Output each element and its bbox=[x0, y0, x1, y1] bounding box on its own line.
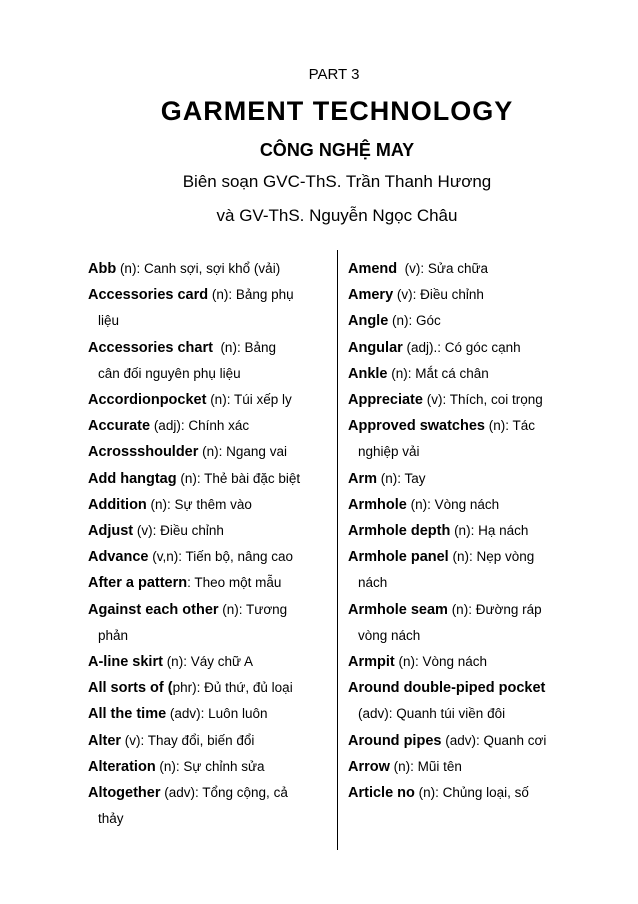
glossary-term: Advance bbox=[88, 549, 149, 566]
author-line-2: và GV-ThS. Nguyễn Ngọc Châu bbox=[216, 206, 458, 225]
glossary-definition: (n): Vòng nách bbox=[406, 496, 500, 512]
glossary-term: Article no bbox=[348, 785, 415, 802]
glossary-definition: (n): Túi xếp ly bbox=[206, 392, 292, 408]
glossary-entry bbox=[348, 754, 598, 780]
glossary-entry bbox=[88, 282, 333, 334]
glossary-entry bbox=[348, 282, 598, 308]
glossary-entry-line bbox=[348, 335, 598, 361]
glossary-term: Arm bbox=[348, 470, 378, 487]
glossary-definition-continued: nách bbox=[358, 575, 388, 591]
glossary-term: Approved swatches bbox=[348, 418, 485, 435]
glossary-term: After a pattern bbox=[88, 575, 188, 592]
glossary-term: Around double-piped pocket bbox=[348, 680, 546, 697]
glossary-entry bbox=[88, 675, 333, 701]
glossary-entry-line bbox=[348, 413, 598, 439]
glossary-entry bbox=[348, 649, 598, 675]
glossary-entry bbox=[348, 675, 598, 727]
glossary-entry bbox=[88, 754, 333, 780]
glossary-entry-line bbox=[88, 780, 333, 806]
glossary-entry bbox=[88, 597, 333, 649]
glossary-entry-line bbox=[348, 308, 598, 334]
glossary-entry bbox=[348, 518, 598, 544]
glossary-entry bbox=[88, 439, 333, 465]
glossary-entry-line bbox=[348, 649, 598, 675]
glossary-definition: (v): Điều chỉnh bbox=[133, 523, 224, 539]
glossary-term: Add hangtag bbox=[88, 470, 177, 487]
glossary-entry-line bbox=[88, 728, 333, 754]
glossary-definition: (n): Sự chỉnh sửa bbox=[155, 758, 265, 774]
glossary-term: Armhole depth bbox=[348, 523, 451, 540]
author-line-1: Biên soạn GVC-ThS. Trần Thanh Hương bbox=[182, 172, 492, 191]
glossary-entry bbox=[88, 335, 333, 387]
glossary-definition-continued: liệu bbox=[98, 313, 120, 329]
glossary-definition: (n): Sự thêm vào bbox=[146, 496, 252, 512]
glossary-definition: (n): Tay bbox=[377, 470, 426, 486]
glossary-term: Ankle bbox=[348, 365, 388, 382]
glossary-entry-line bbox=[348, 361, 598, 387]
glossary-entry bbox=[88, 649, 333, 675]
glossary-entry-line bbox=[88, 597, 333, 623]
glossary-entry-line bbox=[88, 570, 333, 596]
glossary-right-column bbox=[348, 256, 598, 806]
glossary-left-column bbox=[88, 256, 333, 832]
glossary-term: Around pipes bbox=[348, 732, 442, 749]
glossary-entry-line bbox=[88, 492, 333, 518]
glossary-definition-continued: cân đối nguyên phụ liệu bbox=[98, 365, 241, 381]
glossary-definition: : Theo một mẫu bbox=[187, 575, 282, 591]
glossary-term: Accessories card bbox=[88, 287, 209, 304]
glossary-entry-line bbox=[88, 335, 333, 361]
glossary-definition: (n): Mũi tên bbox=[389, 758, 462, 774]
glossary-entry-line bbox=[348, 518, 598, 544]
glossary-entry bbox=[348, 335, 598, 361]
glossary-entry bbox=[348, 544, 598, 596]
glossary-term: Amend bbox=[348, 261, 398, 277]
glossary-entry-line bbox=[88, 754, 333, 780]
glossary-entry-line bbox=[88, 701, 333, 727]
glossary-entry bbox=[88, 570, 333, 596]
glossary-definition: (v): Thay đổi, biến đổi bbox=[121, 732, 255, 748]
glossary-entry bbox=[88, 413, 333, 439]
glossary-definition: (n): Thẻ bài đặc biệt bbox=[176, 470, 301, 486]
glossary-entry-line bbox=[88, 675, 333, 701]
glossary-term: Angular bbox=[348, 339, 403, 356]
glossary-entry bbox=[348, 413, 598, 465]
glossary-definition: (n): Vòng nách bbox=[394, 654, 488, 670]
glossary-entry bbox=[348, 466, 598, 492]
glossary-entry bbox=[348, 728, 598, 754]
glossary-entry-line bbox=[88, 256, 333, 282]
glossary-term: Acrossshoulder bbox=[88, 444, 199, 461]
glossary-definition: (n): Bảng phụ bbox=[208, 287, 294, 303]
page-subtitle: CÔNG NGHỆ MAY bbox=[259, 140, 415, 160]
glossary-definition: phr): Đủ thứ, đủ loại bbox=[172, 680, 293, 696]
glossary-term: Accessories chart bbox=[88, 339, 213, 356]
glossary-definition: (n): Canh sợi, sợi khổ (vải) bbox=[116, 261, 281, 276]
glossary-term: Adjust bbox=[88, 523, 134, 540]
glossary-term: Addition bbox=[88, 496, 147, 513]
glossary-term: Appreciate bbox=[348, 392, 423, 409]
glossary-definition: (n): Ngang vai bbox=[198, 444, 287, 460]
glossary-definition-continued: phản bbox=[98, 627, 129, 643]
glossary-term: A-line skirt bbox=[88, 654, 163, 671]
glossary-entry bbox=[88, 518, 333, 544]
glossary-entry bbox=[348, 308, 598, 334]
glossary-definition: (n): Tương bbox=[218, 601, 288, 617]
glossary-definition: (adj).: Có góc cạnh bbox=[402, 339, 521, 355]
glossary-definition-continued: thảy bbox=[98, 811, 124, 827]
glossary-entry bbox=[88, 387, 333, 413]
glossary-entry-line bbox=[88, 439, 333, 465]
column-divider bbox=[337, 250, 338, 850]
glossary-entry-line bbox=[88, 649, 333, 675]
glossary-entry-line bbox=[348, 780, 598, 806]
glossary-term: Amery bbox=[348, 287, 394, 304]
glossary-entry bbox=[88, 701, 333, 727]
glossary-definition: (n): Góc bbox=[388, 313, 441, 329]
glossary-definition: (n): Đường ráp bbox=[447, 601, 542, 617]
glossary-definition: (adv): Tổng cộng, cả bbox=[160, 785, 288, 801]
glossary-definition: (v,n): Tiến bộ, nâng cao bbox=[148, 549, 294, 565]
glossary-definition: (adj): Chính xác bbox=[150, 418, 250, 434]
glossary-entry-line bbox=[88, 282, 333, 308]
glossary-entry bbox=[348, 780, 598, 806]
glossary-entry-line bbox=[348, 492, 598, 518]
glossary-definition: (n): Mắt cá chân bbox=[387, 365, 489, 381]
glossary-definition: (n): Bảng bbox=[212, 339, 276, 355]
glossary-entry-line bbox=[88, 466, 333, 492]
glossary-definition: (v): Sửa chữa bbox=[397, 261, 489, 276]
glossary-term: Abb bbox=[88, 261, 117, 277]
glossary-term: Accurate bbox=[88, 418, 151, 435]
glossary-definition-continued: nghiệp vải bbox=[358, 444, 420, 460]
glossary-entry-line bbox=[88, 518, 333, 544]
glossary-entry-line bbox=[348, 675, 598, 701]
glossary-term: Armhole bbox=[348, 496, 407, 513]
glossary-entry bbox=[348, 361, 598, 387]
glossary-definition: (n): Chủng loại, số bbox=[414, 785, 529, 801]
glossary-entry bbox=[348, 492, 598, 518]
page-title: GARMENT TECHNOLOGY bbox=[160, 96, 514, 126]
glossary-term: Armhole seam bbox=[348, 601, 448, 618]
glossary-definition: (n): Váy chữ A bbox=[162, 654, 254, 670]
glossary-entry-line bbox=[88, 544, 333, 570]
glossary-entry-line bbox=[348, 282, 598, 308]
glossary-entry-line bbox=[348, 728, 598, 754]
glossary-term: Alter bbox=[88, 732, 122, 749]
glossary-definition: (n): Tác bbox=[485, 418, 536, 434]
glossary-definition: (v): Điều chỉnh bbox=[393, 287, 484, 303]
glossary-entry-line bbox=[88, 413, 333, 439]
glossary-definition-continued: (adv): Quanh túi viền đôi bbox=[358, 706, 506, 722]
glossary-term: Arrow bbox=[348, 758, 390, 775]
glossary-entry-line bbox=[348, 466, 598, 492]
glossary-term: Accordionpocket bbox=[88, 392, 207, 409]
glossary-entry bbox=[348, 597, 598, 649]
glossary-entry-line bbox=[348, 544, 598, 570]
glossary-term: Armhole panel bbox=[348, 549, 449, 566]
glossary-entry bbox=[88, 256, 333, 282]
glossary-definition-continued: vòng nách bbox=[358, 627, 421, 643]
glossary-entry-line bbox=[348, 256, 598, 282]
glossary-term: Armpit bbox=[348, 654, 395, 671]
glossary-entry bbox=[348, 256, 598, 282]
glossary-entry bbox=[88, 780, 333, 832]
glossary-entry bbox=[88, 544, 333, 570]
part-label: PART 3 bbox=[308, 66, 360, 83]
glossary-entry bbox=[88, 492, 333, 518]
glossary-definition: (v): Thích, coi trọng bbox=[422, 392, 543, 408]
glossary-term: Against each other bbox=[88, 601, 219, 618]
glossary-term: Altogether bbox=[88, 785, 161, 802]
glossary-entry-line bbox=[88, 387, 333, 413]
glossary-entry-line bbox=[348, 597, 598, 623]
glossary-entry bbox=[88, 728, 333, 754]
glossary-entry bbox=[88, 466, 333, 492]
glossary-entry-line bbox=[348, 387, 598, 413]
glossary-term: All the time bbox=[88, 706, 167, 723]
glossary-definition: (adv): Luôn luôn bbox=[166, 706, 268, 722]
glossary-term: Angle bbox=[348, 313, 389, 330]
glossary-term: All sorts of ( bbox=[88, 680, 173, 697]
glossary-term: Alteration bbox=[88, 758, 156, 775]
glossary-entry bbox=[348, 387, 598, 413]
glossary-entry-line bbox=[348, 754, 598, 780]
glossary-definition: (n): Hạ nách bbox=[450, 523, 529, 539]
glossary-definition: (n): Nẹp vòng bbox=[448, 549, 535, 565]
glossary-definition: (adv): Quanh cơi bbox=[441, 732, 547, 748]
